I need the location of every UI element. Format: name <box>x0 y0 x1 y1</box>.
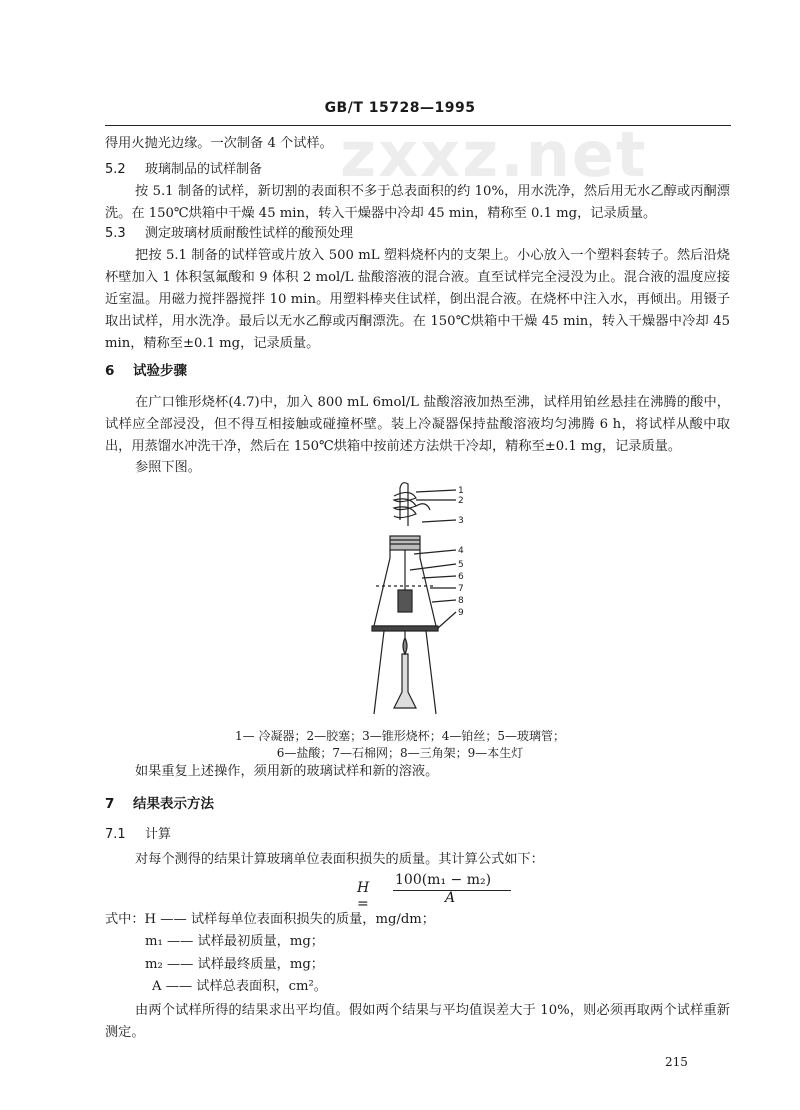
where-m1: m₁ —— 试样最初质量，mg； <box>145 934 324 949</box>
figure-caption-line-2: 6—盐酸；7—石棉网；8—三角架；9—本生灯 <box>276 746 524 760</box>
section-6-title: 试验步骤 <box>133 363 187 379</box>
figure-caption-line-1: 1— 冷凝器；2—胶塞；3—锥形烧杯；4—铂丝；5—玻璃管； <box>235 729 565 743</box>
where-m2: m₂ —— 试样最终质量，mg； <box>145 957 324 972</box>
condenser-icon <box>400 483 408 526</box>
page-number: 215 <box>665 1055 688 1069</box>
section-5-3-number: 5.3 <box>105 226 126 241</box>
section-7-1-title: 计算 <box>145 827 172 842</box>
section-7-number: 7 <box>105 796 115 812</box>
standard-code-header: GB/T 15728—1995 <box>324 100 476 116</box>
figure-label-5: 5 <box>458 560 464 570</box>
formula-numerator: 100(m₁ − m₂) <box>395 872 492 888</box>
section-7-1-paragraph: 对每个测得的结果计算玻璃单位表面积损失的质量。其计算公式如下： <box>135 852 544 867</box>
figure-label-8: 8 <box>458 596 464 606</box>
section-6-paragraph: 在广口锥形烧杯(4.7)中，加入 800 mL 6mol/L 盐酸溶液加热至沸，试样用铂丝悬挂在沸腾的酸中，试样应全部浸没，但不得互相接触或碰撞杯壁。装上冷凝器保持盐酸溶液均匀沸腾 6 h，将试样从酸中取出，用蒸馏水冲洗干净，然后在 150℃烘箱中按前述方法烘干冷却，精称至±0.1 mg，记录质量。 <box>105 395 730 454</box>
watermark: zxxz.net <box>340 118 648 191</box>
section-5-2-number: 5.2 <box>105 162 126 177</box>
section-5-2-paragraph: 按 5.1 制备的试样，新切割的表面积不多于总表面积的约 10%，用水洗净，然后用无水乙醇或丙酮漂洗。在 150℃烘箱中干燥 45 min，转入干燥器中冷却 45 min，精称至 0.1 mg，记录质量。 <box>105 184 730 221</box>
figure-label-7: 7 <box>458 584 464 594</box>
figure-label-4: 4 <box>458 546 464 556</box>
asbestos-gauze-icon <box>372 626 438 631</box>
formula-lhs: H = <box>357 880 370 912</box>
continuation-line: 得用火抛光边缘。一次制备 4 个试样。 <box>105 136 333 151</box>
section-7-title: 结果表示方法 <box>133 796 214 812</box>
final-paragraph: 由两个试样所得的结果求出平均值。假如两个结果与平均值误差大于 10%，则必须再取两个试样重新测定。 <box>105 1003 730 1040</box>
figure-label-1: 1 <box>458 486 464 496</box>
rubber-stopper-icon <box>390 536 420 550</box>
repeat-note: 如果重复上述操作，须用新的玻璃试样和新的溶液。 <box>135 764 439 779</box>
section-5-3-title: 测定玻璃材质耐酸性试样的酸预处理 <box>145 226 354 241</box>
figure-label-6: 6 <box>458 572 464 582</box>
bunsen-burner-icon <box>394 654 416 708</box>
section-5-2-title: 玻璃制品的试样制备 <box>145 162 263 177</box>
section-7-1-number: 7.1 <box>105 827 126 842</box>
figure-label-2: 2 <box>458 496 464 506</box>
glass-tube-sample-icon <box>398 590 412 612</box>
apparatus-figure <box>370 478 490 718</box>
formula-denominator: A <box>445 890 456 906</box>
figure-label-9: 9 <box>458 608 464 618</box>
where-a: A —— 试样总表面积，cm²。 <box>152 979 327 994</box>
figure-reference: 参照下图。 <box>135 460 201 475</box>
section-6-number: 6 <box>105 363 115 379</box>
section-5-3-paragraph: 把按 5.1 制备的试样管或片放入 500 mL 塑料烧杯内的支架上。小心放入一个塑料套转子。然后沿烧杯壁加入 1 体积氢氟酸和 9 体积 2 mol/L 盐酸溶液的混合液。直至试样完全浸没为止。混合液的温度应接近室温。用磁力搅拌器搅拌 10 min。用塑料棒夹住试样，倒出混合液。在烧杯中注入水，再倾出。用镊子取出试样，用水洗净。最后以无水乙醇或丙酮漂洗。在 150℃烘箱中干燥 45 min，转入干燥器中冷却 45 min，精称至±0.1 mg，记录质量。 <box>105 248 730 351</box>
figure-label-3: 3 <box>458 516 464 526</box>
where-h: 式中：H —— 试样每单位表面积损失的质量，mg/dm； <box>105 912 435 927</box>
